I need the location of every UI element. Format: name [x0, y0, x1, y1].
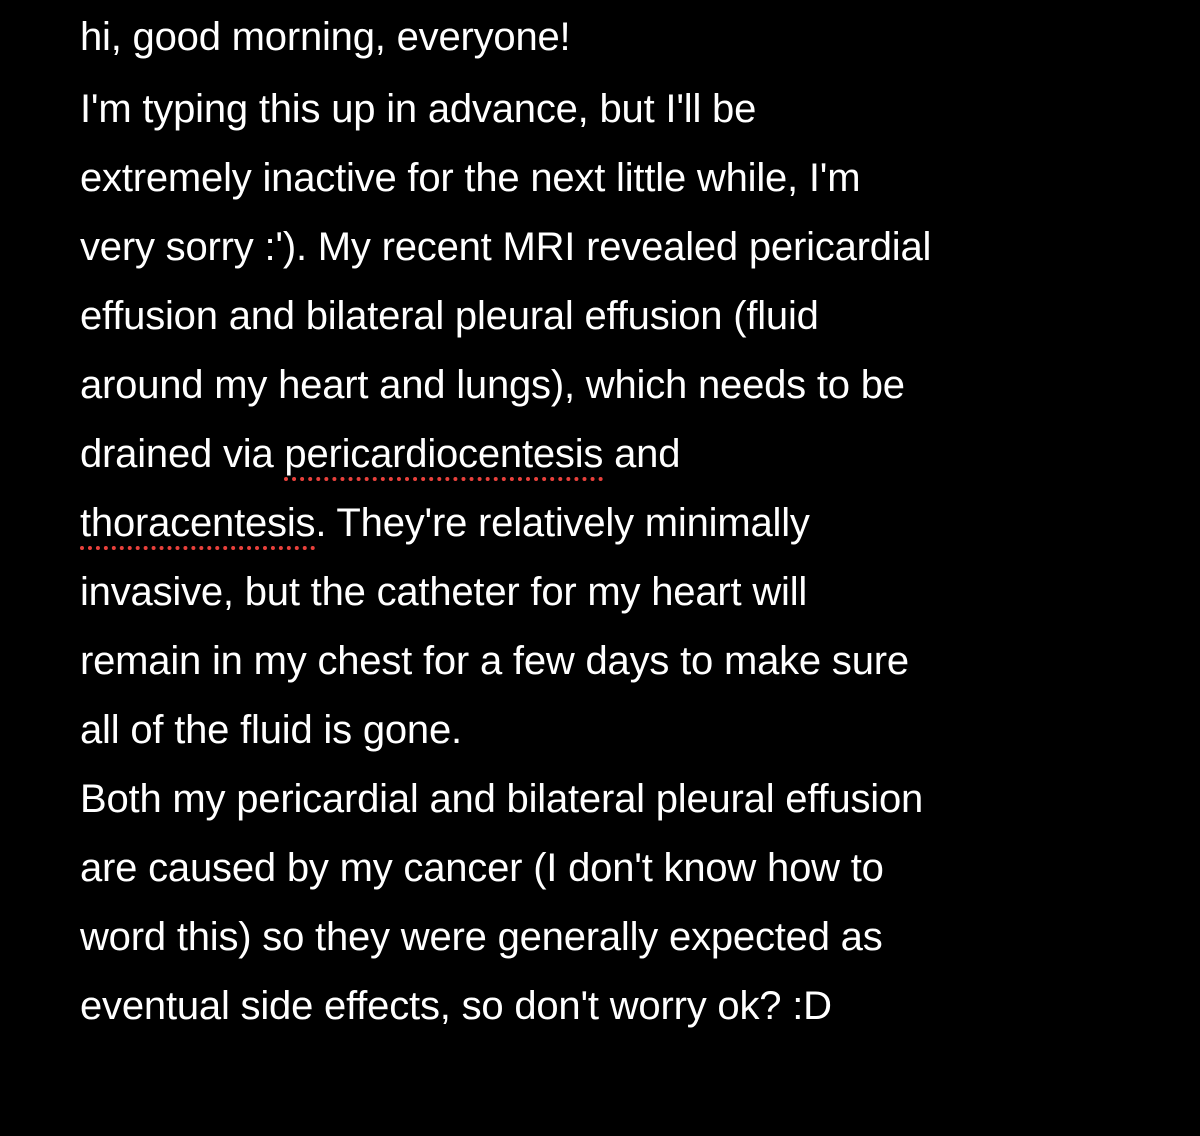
misspelled-word[interactable]: pericardiocentesis — [284, 432, 604, 476]
note-text-segment: and — [603, 432, 681, 476]
note-line: invasive, but the catheter for my heart will — [80, 570, 808, 614]
note-line — [80, 489, 1170, 558]
note-text-segment: . They're relatively minimally — [315, 501, 810, 545]
note-line: word this) so they were generally expected as — [80, 915, 883, 959]
note-text-area[interactable] — [80, 0, 1170, 1041]
note-line: hi, good morning, everyone! — [80, 15, 571, 59]
note-line: eventual side effects, so don't worry ok? :D — [80, 984, 832, 1028]
note-line: I'm typing this up in advance, but I'll be — [80, 87, 757, 131]
note-line: are caused by my cancer (I don't know how to — [80, 846, 884, 890]
note-line: very sorry :'). My recent MRI revealed pericardial — [80, 225, 932, 269]
note-line: Both my pericardial and bilateral pleural effusion — [80, 777, 924, 821]
misspelled-word[interactable]: thoracentesis — [80, 501, 316, 545]
note-line: remain in my chest for a few days to make sure — [80, 639, 909, 683]
note-text-segment: drained via — [80, 432, 285, 476]
note-line: all of the fluid is gone. — [80, 708, 462, 752]
note-line: extremely inactive for the next little while, I'm — [80, 156, 861, 200]
note-line: effusion and bilateral pleural effusion (fluid — [80, 294, 819, 338]
note-line: around my heart and lungs), which needs to be — [80, 363, 905, 407]
note-line — [80, 420, 1170, 489]
